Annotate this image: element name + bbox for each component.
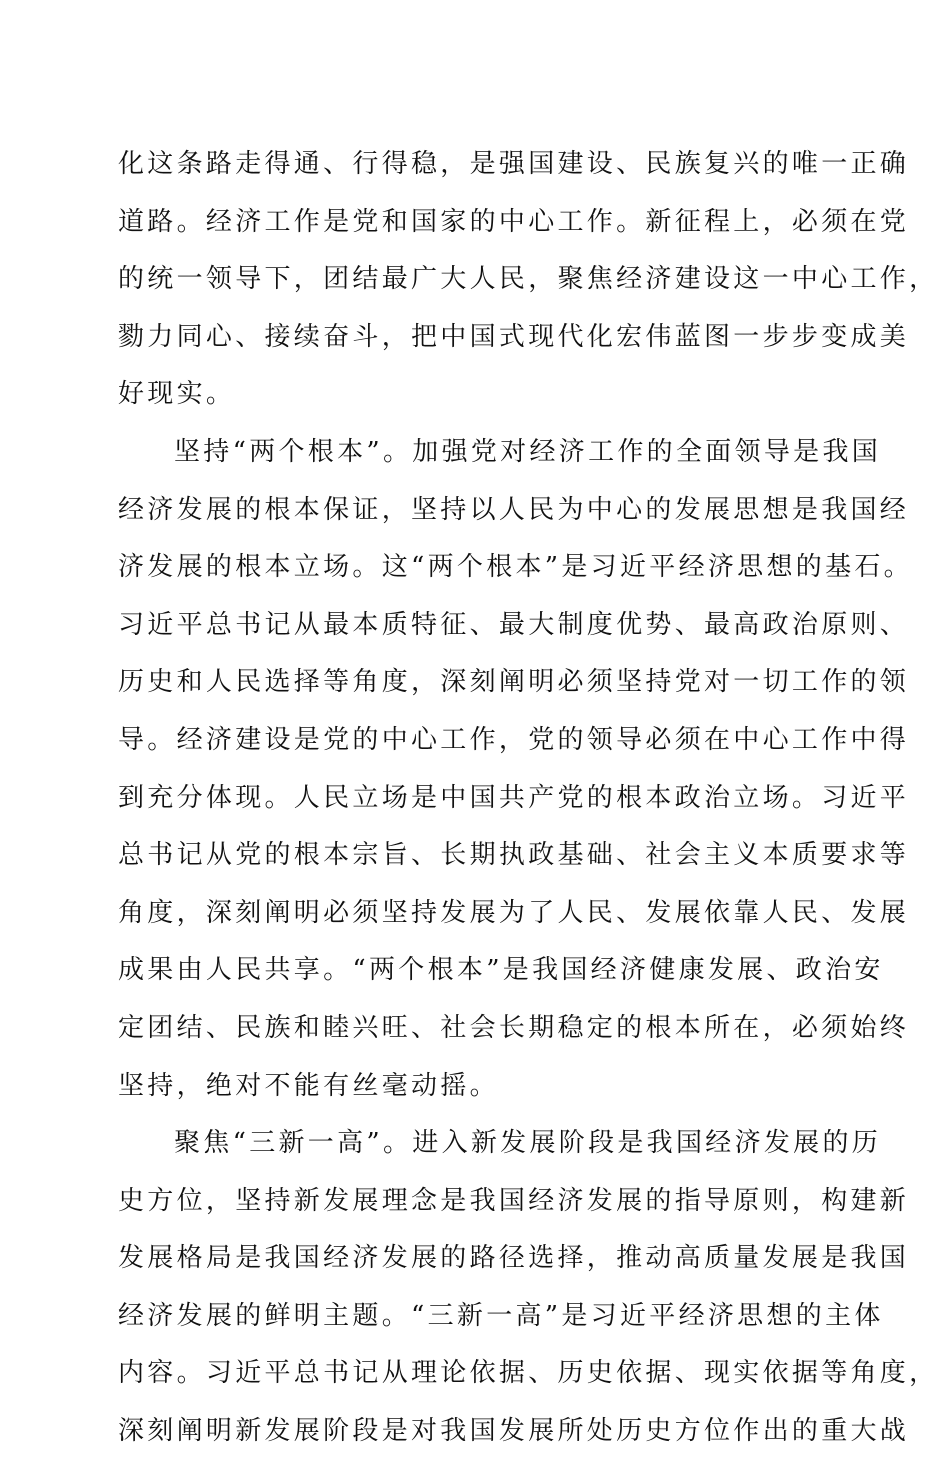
text-line: 道路。经济工作是党和国家的中心工作。新征程上，必须在党	[118, 206, 910, 237]
text-line: 到充分体现。人民立场是中国共产党的根本政治立场。习近平	[118, 782, 910, 813]
text-line: 总书记从党的根本宗旨、长期执政基础、社会主义本质要求等	[118, 840, 910, 871]
text-line: 定团结、民族和睦兴旺、社会长期稳定的根本所在，必须始终	[118, 1012, 910, 1043]
paragraph-first-line: 聚焦“三新一高”。进入新发展阶段是我国经济发展的历	[174, 1128, 882, 1159]
document-body	[118, 136, 939, 1461]
text-line: 导。经济建设是党的中心工作，党的领导必须在中心工作中得	[118, 724, 910, 755]
text-line: 深刻阐明新发展阶段是对我国发展所处历史方位作出的重大战	[118, 1416, 910, 1447]
text-line: 内容。习近平总书记从理论依据、历史依据、现实依据等角度，	[118, 1358, 939, 1389]
text-line: 成果由人民共享。“两个根本”是我国经济健康发展、政治安	[118, 955, 884, 986]
paragraph-first-line: 坚持“两个根本”。加强党对经济工作的全面领导是我国	[174, 436, 882, 467]
text-line: 济发展的根本立场。这“两个根本”是习近平经济思想的基石。	[118, 552, 913, 583]
text-line: 坚持，绝对不能有丝毫动摇。	[118, 1070, 499, 1101]
text-line: 角度，深刻阐明必须坚持发展为了人民、发展依靠人民、发展	[118, 897, 910, 928]
text-line: 化这条路走得通、行得稳，是强国建设、民族复兴的唯一正确	[118, 149, 910, 179]
text-line: 历史和人民选择等角度，深刻阐明必须坚持党对一切工作的领	[118, 667, 910, 698]
text-line: 经济发展的根本保证，坚持以人民为中心的发展思想是我国经	[118, 494, 910, 525]
text-line: 习近平总书记从最本质特征、最大制度优势、最高政治原则、	[118, 609, 910, 640]
text-line: 经济发展的鲜明主题。“三新一高”是习近平经济思想的主体	[118, 1300, 884, 1331]
text-line: 勠力同心、接续奋斗，把中国式现代化宏伟蓝图一步步变成美	[118, 321, 910, 352]
text-line: 史方位，坚持新发展理念是我国经济发展的指导原则，构建新	[118, 1185, 910, 1216]
text-line: 的统一领导下，团结最广大人民，聚焦经济建设这一中心工作，	[118, 264, 939, 295]
text-line: 好现实。	[118, 379, 236, 410]
text-line: 发展格局是我国经济发展的路径选择，推动高质量发展是我国	[118, 1243, 910, 1274]
